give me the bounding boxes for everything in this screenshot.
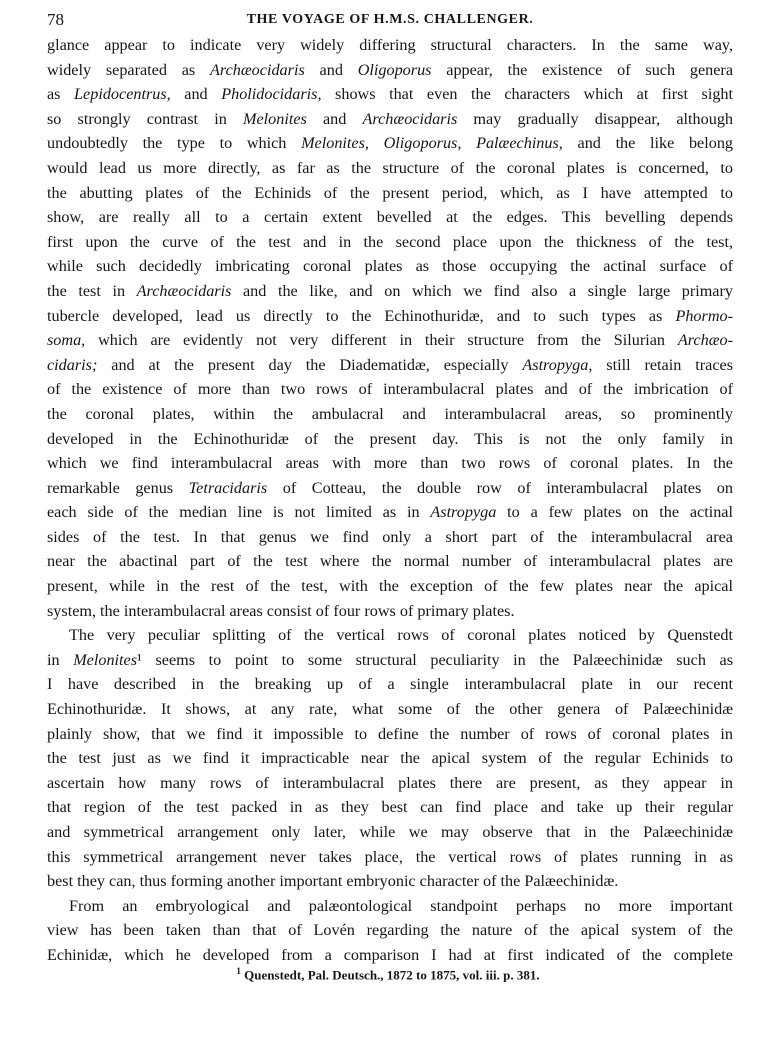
- paragraph: [47, 623, 733, 894]
- text-line: [47, 402, 733, 427]
- text: shows that even the characters which at first sight: [321, 85, 734, 104]
- running-title: THE VOYAGE OF H.M.S. CHALLENGER.: [246, 12, 534, 27]
- text: and symmetrical arrangement only later, while we may observe that in the Palæechinidæ: [47, 823, 733, 841]
- text-line: [47, 599, 733, 624]
- footnote-marker: 1: [236, 966, 241, 976]
- text-line: [47, 869, 733, 894]
- text: and at the present day the Diadematidæ, especially: [97, 355, 523, 374]
- text-line: [47, 722, 733, 747]
- text-line: [47, 377, 733, 402]
- text: each side of the median line is not limited as in: [47, 503, 431, 522]
- text-line: [47, 33, 733, 58]
- text: the coronal plates, within the ambulacral and interambulacral areas, so prominently: [47, 404, 733, 423]
- text-line: [47, 746, 733, 771]
- text-line: [47, 894, 733, 919]
- text-line: [47, 672, 733, 697]
- text-line: [47, 230, 733, 255]
- text: show, are really all to a certain extent bevelled at the edges. This bevelling depends: [47, 208, 733, 227]
- text: that region of the test packed in as they best can find place and take up their regular: [47, 798, 733, 817]
- text-line: [47, 476, 733, 501]
- text-line: [47, 427, 733, 452]
- text: ¹ seems to point to some structural peculiarity in the Palæechinidæ such as: [137, 650, 733, 669]
- text-line: [47, 107, 733, 132]
- italic-text: Astropyga: [430, 503, 497, 522]
- footnote: [0, 966, 776, 983]
- text: I have described in the breaking up of a single interambulacral plate in our recent: [47, 675, 733, 694]
- text: remarkable genus: [47, 478, 189, 497]
- text: The very peculiar splitting of the vertical rows of coronal plates noticed by Quenstedt: [69, 626, 733, 645]
- text: which are evidently not very different in their structure from the Silurian: [85, 331, 678, 350]
- text: may gradually disappear, although: [457, 109, 734, 128]
- italic-text: Tetracidaris: [188, 478, 268, 497]
- text: widely separated as: [47, 60, 211, 79]
- text-line: [47, 771, 733, 796]
- text: as: [47, 85, 75, 104]
- italic-text: Pholidocidaris,: [221, 85, 322, 104]
- text: so strongly contrast in: [47, 109, 243, 128]
- text: would lead us more directly, as far as the structure of the coronal plates is concerned, to: [47, 158, 733, 177]
- text: and: [306, 109, 363, 128]
- italic-text: Archæocidaris: [136, 281, 232, 300]
- text-line: [47, 156, 733, 181]
- text-line: [47, 254, 733, 279]
- text: of the existence of more than two rows of interambulacral plates and of the imbrication of: [47, 380, 733, 399]
- text: while such decidedly imbricating coronal plates as those occupying the actinal surface of: [47, 257, 733, 276]
- italic-text: Archæo-: [677, 331, 733, 350]
- text: to a few plates on the actinal: [496, 503, 733, 522]
- text-line: [47, 943, 733, 968]
- italic-text: Melonites, Oligoporus, Palæechinus,: [301, 134, 563, 153]
- text-line: [47, 353, 733, 378]
- text: ascertain how many rows of interambulacral plates there are present, as they appear in: [47, 773, 733, 792]
- paragraph: [47, 33, 733, 623]
- italic-text: Archæocidaris: [362, 109, 458, 128]
- text-line: [47, 181, 733, 206]
- text: and the like belong: [562, 134, 734, 153]
- text-line: [47, 623, 733, 648]
- page-header: [47, 10, 733, 34]
- page-number: 78: [47, 10, 64, 29]
- italic-text: Melonites: [242, 109, 307, 128]
- text: view has been taken than that of Lovén regarding the nature of the apical system of the: [47, 921, 733, 940]
- text: tubercle developed, lead us directly to the Echinothuridæ, and to such types as: [47, 306, 676, 325]
- text-line: [47, 328, 733, 353]
- text: near the abactinal part of the test where the normal number of interambulacral plates are: [47, 552, 733, 571]
- text: which we find interambulacral areas with more than two rows of coronal plates. In the: [47, 454, 733, 473]
- text-line: [47, 795, 733, 820]
- text: the test in: [47, 281, 137, 300]
- text-line: [47, 525, 733, 550]
- text: in: [47, 650, 74, 669]
- paragraph: [47, 894, 733, 968]
- italic-text: Oligoporus: [357, 60, 432, 79]
- italic-text: Phormo-: [675, 306, 733, 325]
- text-line: [47, 549, 733, 574]
- text-line: [47, 58, 733, 83]
- text-line: [47, 131, 733, 156]
- text: sides of the test. In that genus we find only a short part of the interambulacral area: [47, 527, 733, 546]
- page-body: [47, 33, 733, 968]
- text: developed in the Echinothuridæ of the present day. This is not the only family in: [47, 429, 733, 448]
- text: first upon the curve of the test and in the second place upon the thickness of the test,: [47, 232, 733, 251]
- text-line: [47, 205, 733, 230]
- italic-text: Archæocidaris: [210, 60, 305, 79]
- text-line: [47, 648, 733, 673]
- text: and: [170, 85, 222, 104]
- italic-text: cidaris;: [47, 355, 98, 374]
- text: Echinothuridæ. It shows, at any rate, what some of the other genera of Palæechinidæ: [47, 700, 733, 719]
- text: From an embryological and palæontological standpoint perhaps no more important: [69, 896, 733, 915]
- text: present, while in the rest of the test, with the exception of the few plates near the apical: [47, 577, 733, 596]
- text-line: [47, 82, 733, 107]
- text-line: [47, 304, 733, 329]
- italic-text: Melonites: [73, 650, 138, 669]
- text: of Cotteau, the double row of interambulacral plates on: [267, 478, 733, 497]
- text: plainly show, that we find it impossible to define the number of rows of coronal plates in: [47, 724, 733, 743]
- text-line: [47, 451, 733, 476]
- text: and: [304, 60, 358, 79]
- text: Echinidæ, which he developed from a comparison I had at first indicated of the complete: [47, 945, 733, 964]
- text-line: [47, 500, 733, 525]
- text: system, the interambulacral areas consist of four rows of primary plates.: [47, 601, 515, 620]
- text: this symmetrical arrangement never takes place, the vertical rows of plates running in as: [47, 847, 733, 866]
- text: undoubtedly the type to which: [47, 134, 302, 153]
- text: appear, the existence of such genera: [431, 60, 733, 79]
- text-line: [47, 845, 733, 870]
- text: still retain traces: [592, 355, 733, 374]
- italic-text: Astropyga,: [522, 355, 593, 374]
- text: best they can, thus forming another important embryonic character of the Palæechinidæ.: [47, 872, 619, 891]
- footnote-text: Quenstedt, Pal. Deutsch., 1872 to 1875, vol. iii. p. 381.: [240, 967, 540, 983]
- italic-text: soma,: [47, 331, 86, 350]
- text-line: [47, 820, 733, 845]
- text: glance appear to indicate very widely differing structural characters. In the same way,: [47, 36, 733, 54]
- italic-text: Lepidocentrus,: [74, 85, 171, 104]
- text: the abutting plates of the Echinids of the present period, which, as I have attempted to: [47, 183, 733, 202]
- text: and the like, and on which we find also a single large primary: [231, 281, 733, 300]
- text-line: [47, 697, 733, 722]
- text-line: [47, 574, 733, 599]
- text-line: [47, 918, 733, 943]
- text-line: [47, 279, 733, 304]
- text: the test just as we find it impracticable near the apical system of the regular Echinids to: [47, 749, 733, 768]
